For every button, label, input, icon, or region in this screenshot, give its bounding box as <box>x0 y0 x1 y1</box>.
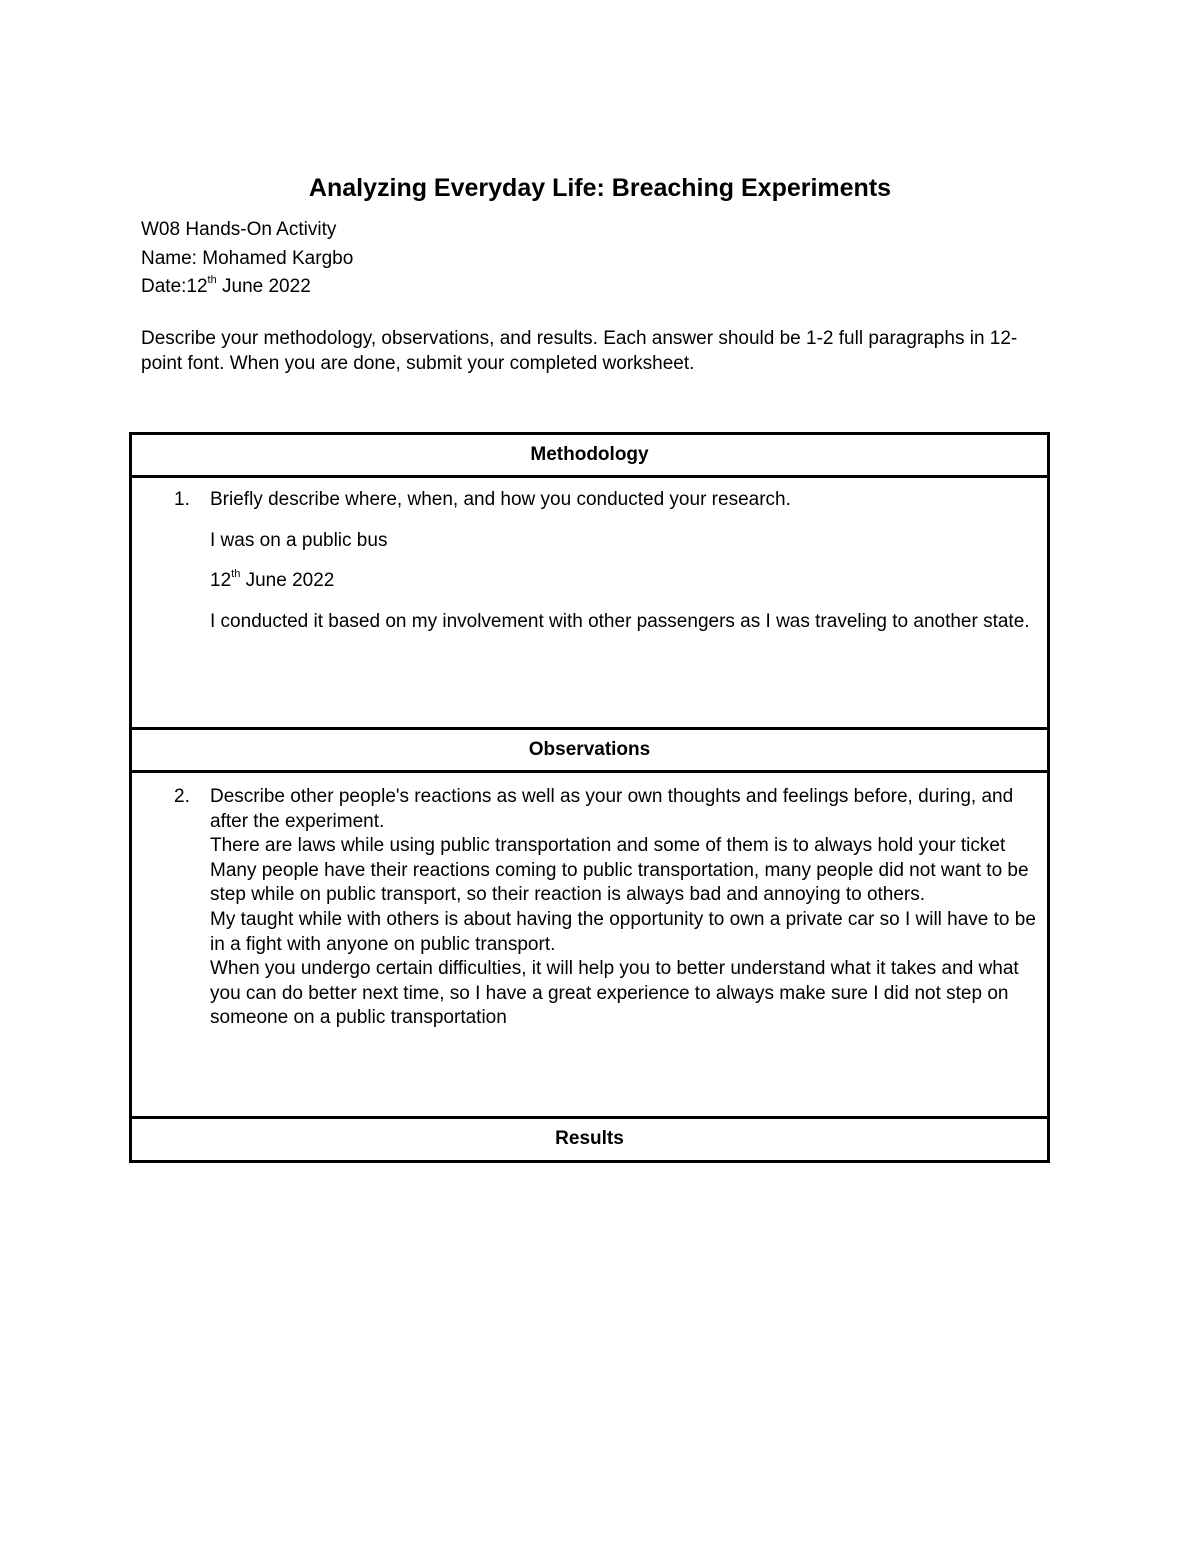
methodology-heading: Methodology <box>132 435 1047 478</box>
activity-label: W08 Hands-On Activity <box>141 219 337 240</box>
question-number: 1. <box>174 489 190 510</box>
worksheet-table <box>129 432 1050 1163</box>
answer-when <box>132 569 1047 594</box>
observations-question <box>132 785 1047 834</box>
question-number: 2. <box>174 786 190 807</box>
answer-where: I was on a public bus <box>210 529 388 551</box>
instructions-text: Describe your methodology, observations, and results. Each answer should be 1-2 full paragraphs in 12-point font. When you are done, submit your completed worksheet. <box>141 328 1018 374</box>
answer-how: I conducted it based on my involvement with other passengers as I was traveling to another state. <box>210 610 1030 632</box>
methodology-cell <box>132 478 1047 730</box>
methodology-question <box>132 488 1047 513</box>
observations-heading: Observations <box>132 730 1047 773</box>
answer-when-prefix: 12 <box>210 570 232 592</box>
document-title: Analyzing Everyday Life: Breaching Experiments <box>308 174 892 202</box>
date-rest: June 2022 <box>216 276 311 297</box>
observation-paragraph: My taught while with others is about having the opportunity to own a private car so I will have to be in a fight with anyone on public transport. <box>210 908 1036 955</box>
answer-when-ordinal-suffix: th <box>231 567 241 580</box>
observation-paragraph: There are laws while using public transportation and some of them is to always hold your ticket <box>210 835 1006 857</box>
date-line <box>141 273 353 302</box>
question-text: Briefly describe where, when, and how you conducted your research. <box>210 489 791 510</box>
observations-cell <box>132 773 1047 1119</box>
results-heading: Results <box>555 1128 624 1149</box>
observation-paragraph: When you undergo certain difficulties, it will help you to better understand what it takes and what you can do better next time, so I have a great experience to always make sure I did not step on someone on a public transportation <box>210 958 1019 1029</box>
question-text: Describe other people's reactions as well as your own thoughts and feelings before, during, and after the experiment. <box>210 786 1014 832</box>
observation-paragraph: Many people have their reactions coming to public transportation, many people did not want to be step while on public transport, so their reaction is always bad and annoying to others. <box>210 859 1029 906</box>
date-ordinal-suffix: th <box>207 273 217 286</box>
date-prefix: Date:12 <box>141 276 208 297</box>
document-meta <box>141 216 353 302</box>
student-name: Name: Mohamed Kargbo <box>141 247 354 269</box>
answer-when-rest: June 2022 <box>240 570 335 592</box>
